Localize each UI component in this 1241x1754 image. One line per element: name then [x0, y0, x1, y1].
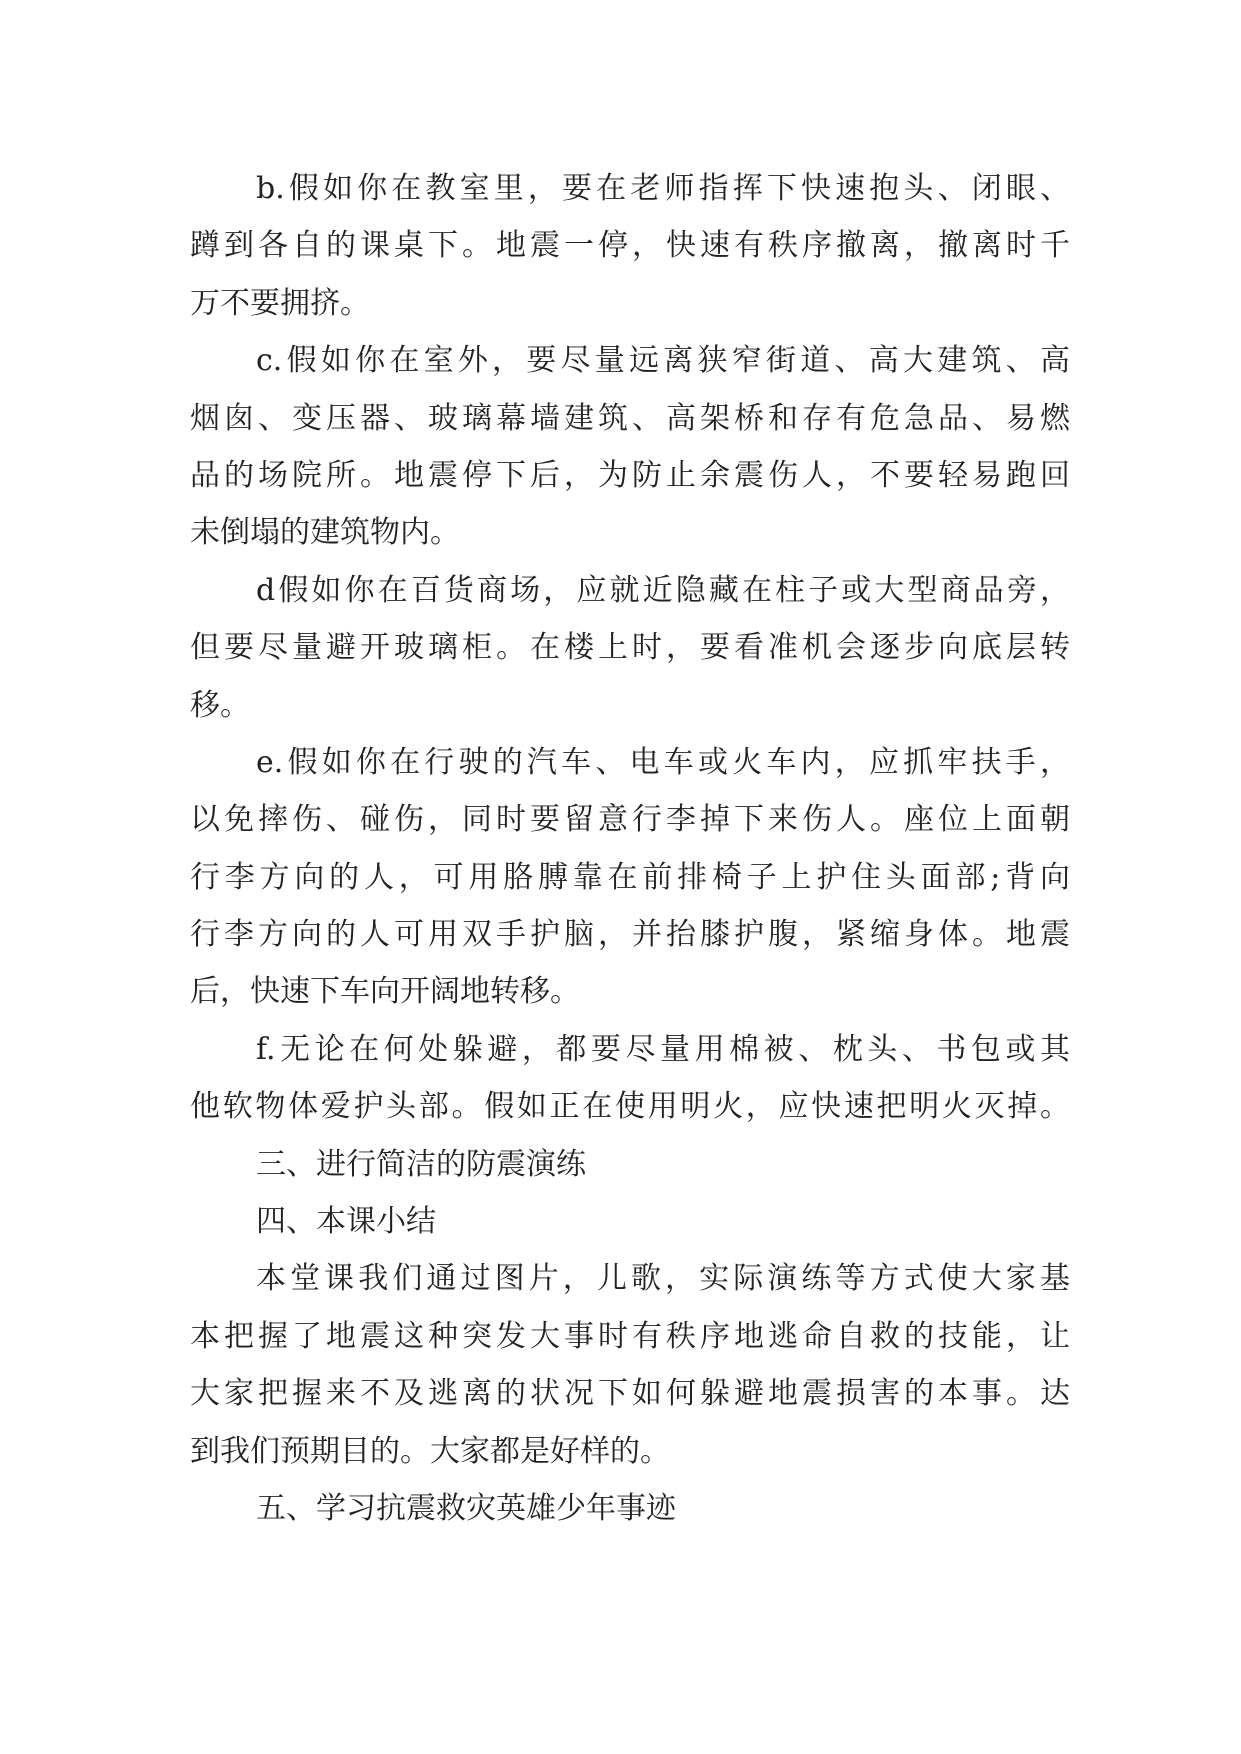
section-heading-five: 五、学习抗震救灾英雄少年事迹 — [256, 1490, 676, 1526]
paragraph-c-line-2: 烟囱、变压器、玻璃幕墙建筑、高架桥和存有危急品、易燃 — [190, 400, 1070, 436]
paragraph-e-line-3: 行李方向的人，可用胳膊靠在前排椅子上护住头面部;背向 — [190, 859, 1070, 895]
paragraph-d-line-2: 但要尽量避开玻璃柜。在楼上时，要看准机会逐步向底层转 — [190, 630, 1070, 666]
paragraph-b-line-2: 蹲到各自的课桌下。地震一停，快速有秩序撤离，撤离时千 — [190, 228, 1070, 264]
summary-line-1: 本堂课我们通过图片，儿歌，实际演练等方式使大家基 — [256, 1261, 1070, 1297]
paragraph-c-line-1: c.假如你在室外，要尽量远离狭窄街道、高大建筑、高 — [256, 343, 1070, 379]
paragraph-d-line-1: d假如你在百货商场，应就近隐藏在柱子或大型商品旁， — [256, 572, 1070, 608]
summary-line-4: 到我们预期目的。大家都是好样的。 — [190, 1433, 670, 1469]
paragraph-b-line-1: b.假如你在教室里，要在老师指挥下快速抱头、闭眼、 — [256, 171, 1070, 206]
paragraph-e-line-4: 行李方向的人可用双手护脑，并抬膝护腹，紧缩身体。地震 — [190, 917, 1070, 953]
section-heading-four: 四、本课小结 — [256, 1204, 436, 1240]
paragraph-e-line-1: e.假如你在行驶的汽车、电车或火车内，应抓牢扶手， — [256, 744, 1070, 780]
paragraph-c-line-4: 未倒塌的建筑物内。 — [190, 515, 460, 551]
paragraph-d-line-3: 移。 — [190, 687, 250, 723]
paragraph-c-line-3: 品的场院所。地震停下后，为防止余震伤人，不要轻易跑回 — [190, 457, 1070, 493]
summary-line-3: 大家把握来不及逃离的状况下如何躲避地震损害的本事。达 — [190, 1376, 1070, 1412]
document-body — [190, 160, 1070, 1537]
paragraph-e-line-2: 以免摔伤、碰伤，同时要留意行李掉下来伤人。座位上面朝 — [190, 802, 1070, 838]
paragraph-f-line-1: f.无论在何处躲避，都要尽量用棉被、枕头、书包或其 — [256, 1031, 1070, 1067]
section-heading-three: 三、进行简洁的防震演练 — [256, 1146, 586, 1182]
summary-line-2: 本把握了地震这种突发大事时有秩序地逃命自救的技能，让 — [190, 1318, 1070, 1354]
paragraph-b-line-3: 万不要拥挤。 — [190, 285, 370, 321]
paragraph-e-line-5: 后，快速下车向开阔地转移。 — [190, 974, 580, 1010]
paragraph-f-line-2: 他软物体爱护头部。假如正在使用明火，应快速把明火灭掉。 — [190, 1089, 1070, 1125]
